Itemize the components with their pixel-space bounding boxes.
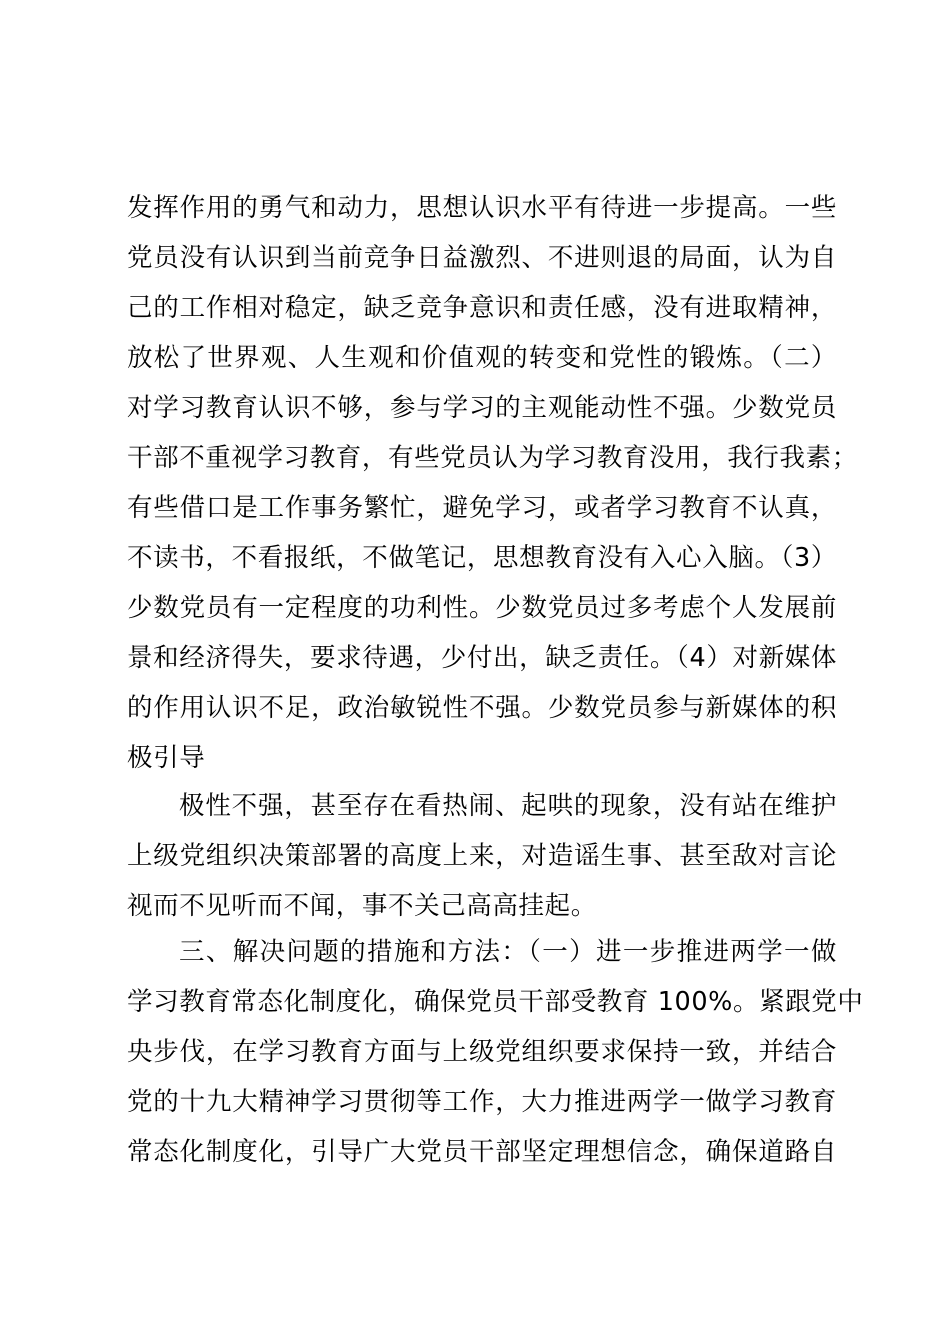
text-line: 党员没有认识到当前竞争日益激烈、不进则退的局面，认为自 [127,243,837,273]
text-line: 不读书，不看报纸，不做笔记，思想教育没有入心入脑。（3） [127,543,837,573]
text-line: 视而不见听而不闻，事不关己高高挂起。 [127,891,597,921]
text-line: 放松了世界观、人生观和价值观的转变和党性的锻炼。（二） [127,343,837,373]
text-line: 的作用认识不足，政治敏锐性不强。少数党员参与新媒体的积 [127,693,837,723]
paragraph-measures [127,927,864,1177]
text-line: 有些借口是工作事务繁忙，避免学习，或者学习教育不认真， [127,493,837,523]
text-line: 少数党员有一定程度的功利性。少数党员过多考虑个人发展前 [127,593,837,623]
text-line: 发挥作用的勇气和动力，思想认识水平有待进一步提高。一些 [127,193,837,223]
text-line: 央步伐，在学习教育方面与上级党组织要求保持一致，并结合 [127,1037,837,1067]
text-line: 己的工作相对稳定，缺乏竞争意识和责任感，没有进取精神， [127,293,837,323]
text-line: 景和经济得失，要求待遇，少付出，缺乏责任。（4）对新媒体 [127,643,837,673]
paragraph-problems-continued [127,183,858,783]
text-line: 三、解决问题的措施和方法：（一）进一步推进两学一做 [179,937,837,967]
text-line: 对学习教育认识不够，参与学习的主观能动性不强。少数党员 [127,393,837,423]
text-line: 学习教育常态化制度化，确保党员干部受教育 100%。紧跟党中 [127,987,864,1017]
text-line: 党的十九大精神学习贯彻等工作，大力推进两学一做学习教育 [127,1087,837,1117]
text-line: 干部不重视学习教育，有些党员认为学习教育没用，我行我素； [127,443,858,473]
paragraph-new-media [127,781,837,931]
text-line: 上级党组织决策部署的高度上来，对造谣生事、甚至敌对言论 [127,841,837,871]
text-line: 极引导 [127,743,206,773]
text-line: 常态化制度化，引导广大党员干部坚定理想信念，确保道路自 [127,1137,837,1167]
text-line: 极性不强，甚至存在看热闹、起哄的现象，没有站在维护 [179,791,837,821]
